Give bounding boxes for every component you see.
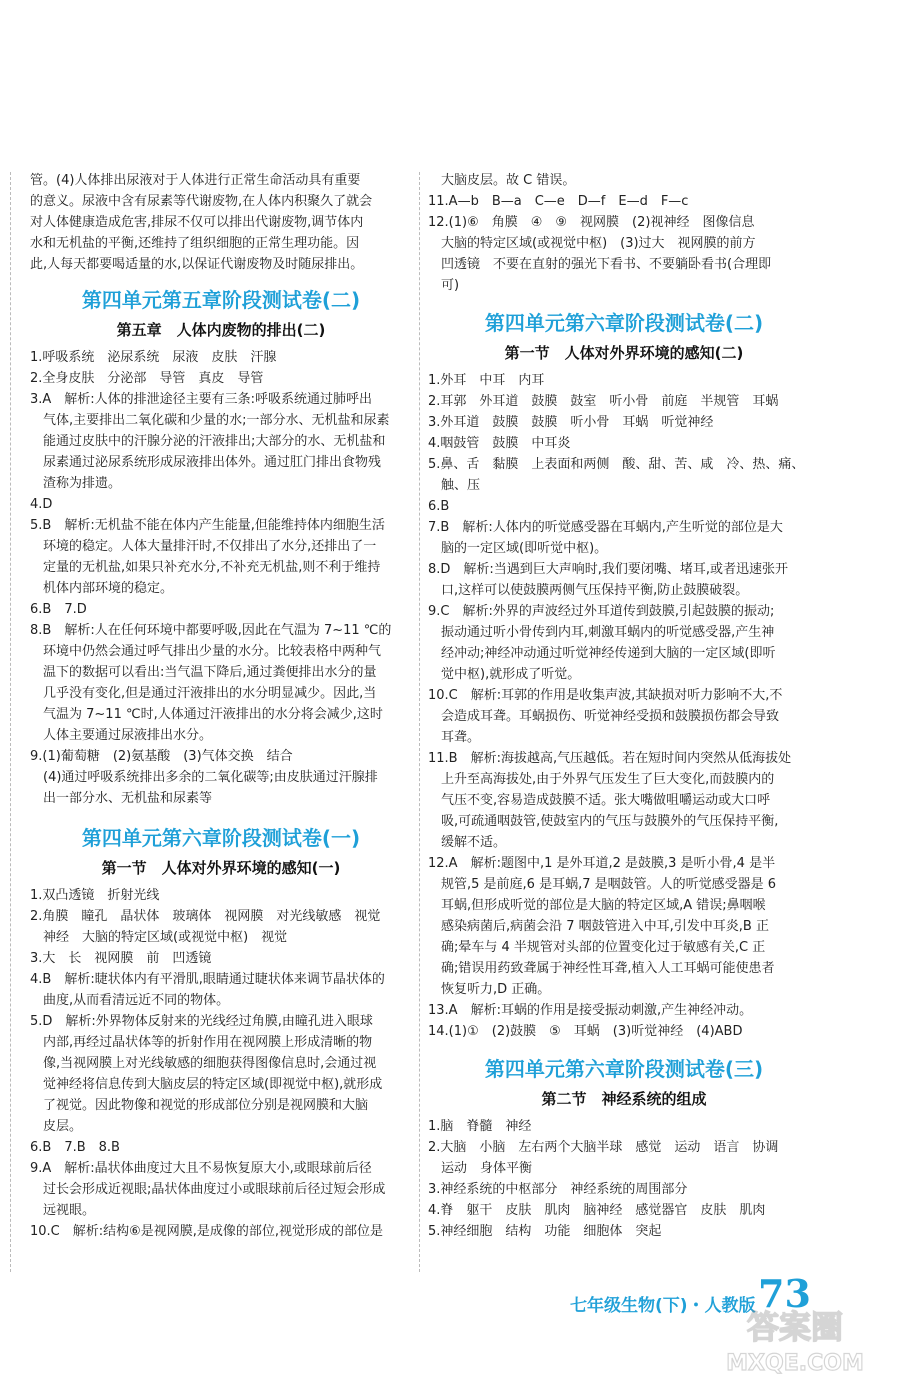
text-line: 12.(1)⑥ 角膜 ④ ⑨ 视网膜 (2)视神经 图像信息: [428, 215, 755, 230]
text-line: 确;错误用药致聋属于神经性耳聋,植入人工耳蜗可能使患者: [441, 961, 775, 976]
text-line: 尿素通过泌尿系统形成尿液排出体外。通过肛门排出食物残: [43, 455, 382, 470]
text-line: 14.(1)① (2)鼓膜 ⑤ 耳蜗 (3)听觉神经 (4)ABD: [428, 1024, 743, 1039]
watermark-logo: [700, 1300, 890, 1380]
chapter-title: 第二节 神经系统的组成: [541, 1090, 707, 1108]
text-line: 耳聋。: [441, 730, 481, 745]
text-line: 运动 身体平衡: [441, 1161, 533, 1176]
text-line: 6.B 7.D: [30, 602, 87, 617]
answer-list: [428, 1116, 820, 1242]
left-intro-block: [30, 170, 412, 275]
text-line: 皮层。: [43, 1119, 83, 1134]
text-line: 过长会形成近视眼;晶状体曲度过小或眼球前后径过短会形成: [43, 1182, 386, 1197]
text-line: 温下的数据可以看出:当气温下降后,通过粪便排出水分的量: [43, 665, 377, 680]
left-column: [30, 170, 412, 1242]
text-line: 气温为 7~11 ℃时,人体通过汗液排出的水分将会减少,这时: [43, 707, 383, 722]
text-line: 能通过皮肤中的汗腺分泌的汗液排出;大部分的水、无机盐和: [43, 434, 386, 449]
text-line: 经冲动;神经冲动通过听觉神经传递到大脑的一定区域(即听: [441, 646, 776, 661]
answer-list: [30, 347, 412, 809]
text-line: 凹透镜 不要在直射的强光下看书、不要躺卧看书(合理即: [441, 257, 772, 272]
text-line: 3.A 解析:人体的排泄途径主要有三条:呼吸系统通过肺呼出: [30, 392, 373, 407]
chapter-title: 第一节 人体对外界环境的感知(一): [101, 859, 341, 877]
text-line: 1.双凸透镜 折射光线: [30, 888, 160, 903]
text-line: 11.A—b B—a C—e D—f E—d F—c: [428, 194, 689, 209]
text-line: 此,人每天都要喝适量的水,以保证代谢废物及时随尿排出。: [30, 257, 364, 272]
text-line: 上升至高海拔处,由于外界气压发生了巨大变化,而鼓膜内的: [441, 772, 775, 787]
text-line: 像,当视网膜上对光线敏感的细胞获得图像信息时,会通过视: [43, 1056, 377, 1071]
right-column: [428, 170, 820, 1242]
text-line: 吸,可疏通咽鼓管,使鼓室内的气压与鼓膜外的气压保持平衡,: [441, 814, 779, 829]
text-line: 1.呼吸系统 泌尿系统 尿液 皮肤 汗腺: [30, 350, 277, 365]
chapter-title: 第一节 人体对外界环境的感知(二): [504, 344, 744, 362]
watermark-bottom: MXQE.COM: [726, 1351, 864, 1376]
text-line: 恢复听力,D 正确。: [441, 982, 551, 997]
section-title: 第四单元第五章阶段测试卷(二): [81, 288, 361, 312]
text-line: 水和无机盐的平衡,还维持了组织细胞的正常生理功能。因: [30, 236, 360, 251]
text-line: 2.全身皮肤 分泌部 导管 真皮 导管: [30, 371, 264, 386]
text-line: 几乎没有变化,但是通过汗液排出的水分明显减少。因此,当: [43, 686, 377, 701]
watermark-top: 答案圈: [746, 1308, 844, 1346]
text-line: 环境中仍然会通过呼气排出少量的水分。比较表格中两种气: [43, 644, 382, 659]
right-intro-block: [428, 170, 820, 296]
text-line: 9.(1)葡萄糖 (2)氨基酸 (3)气体交换 结合: [30, 749, 293, 764]
text-line: 觉中枢),就形成了听觉。: [441, 667, 581, 682]
text-line: 4.脊 躯干 皮肤 肌肉 脑神经 感觉器官 皮肤 肌肉: [428, 1203, 766, 1218]
text-line: 6.B 7.B 8.B: [30, 1140, 120, 1155]
section-title: 第四单元第六章阶段测试卷(三): [484, 1057, 764, 1081]
text-line: 渣称为排遗。: [43, 476, 122, 491]
answer-list: [428, 370, 820, 1042]
text-line: 10.C 解析:耳郭的作用是收集声波,其缺损对听力影响不大,不: [428, 688, 783, 703]
text-line: 2.大脑 小脑 左右两个大脑半球 感觉 运动 语言 协调: [428, 1140, 779, 1155]
text-line: 7.B 解析:人体内的听觉感受器在耳蜗内,产生听觉的部位是大: [428, 520, 783, 535]
text-line: 5.B 解析:无机盐不能在体内产生能量,但能维持体内细胞生活: [30, 518, 385, 533]
text-line: 会造成耳聋。耳蜗损伤、听觉神经受损和鼓膜损伤都会导致: [441, 709, 780, 724]
text-line: 11.B 解析:海拔越高,气压越低。若在短时间内突然从低海拔处: [428, 751, 792, 766]
text-line: (4)通过呼吸系统排出多余的二氧化碳等;由皮肤通过汗腺排: [43, 770, 378, 785]
text-line: 大脑的特定区域(或视觉中枢) (3)过大 视网膜的前方: [441, 236, 756, 251]
text-line: 可): [441, 278, 460, 293]
text-line: 9.A 解析:晶状体曲度过大且不易恢复原大小,或眼球前后径: [30, 1161, 372, 1176]
text-line: 对人体健康造成危害,排尿不仅可以排出代谢废物,调节体内: [30, 215, 364, 230]
text-line: 机体内部环境的稳定。: [43, 581, 174, 596]
text-line: 内部,再经过晶状体等的折射作用在视网膜上形成清晰的物: [43, 1035, 373, 1050]
text-line: 6.B: [428, 499, 450, 514]
text-line: 2.耳郭 外耳道 鼓膜 鼓室 听小骨 前庭 半规管 耳蜗: [428, 394, 779, 409]
text-line: 了视觉。因此物像和视觉的形成部位分别是视网膜和大脑: [43, 1098, 369, 1113]
text-line: 13.A 解析:耳蜗的作用是接受振动刺激,产生神经冲动。: [428, 1003, 753, 1018]
text-line: 触、压: [441, 478, 481, 493]
text-line: 8.D 解析:当遇到巨大声响时,我们要闭嘴、堵耳,或者迅速张开: [428, 562, 789, 577]
text-line: 气压不变,容易造成鼓膜不适。张大嘴做咀嚼运动或大口呼: [441, 793, 771, 808]
chapter-title: 第五章 人体内废物的排出(二): [116, 321, 326, 339]
text-line: 5.D 解析:外界物体反射来的光线经过角膜,由瞳孔进入眼球: [30, 1014, 373, 1029]
text-line: 4.咽鼓管 鼓膜 中耳炎: [428, 436, 571, 451]
text-line: 12.A 解析:题图中,1 是外耳道,2 是鼓膜,3 是听小骨,4 是半: [428, 856, 776, 871]
text-line: 神经 大脑的特定区域(或视觉中枢) 视觉: [43, 930, 288, 945]
text-line: 缓解不适。: [441, 835, 507, 850]
page-number: 73: [758, 1271, 811, 1316]
text-line: 曲度,从而看清远近不同的物体。: [43, 993, 230, 1008]
text-line: 1.外耳 中耳 内耳: [428, 373, 545, 388]
section-title: 第四单元第六章阶段测试卷(二): [484, 311, 764, 335]
text-line: 管。(4)人体排出尿液对于人体进行正常生命活动具有重要: [30, 173, 361, 188]
text-line: 规管,5 是前庭,6 是耳蜗,7 是咽鼓管。人的听觉感受器是 6: [441, 877, 777, 892]
text-line: 5.神经细胞 结构 功能 细胞体 突起: [428, 1224, 662, 1239]
text-line: 定量的无机盐,如果只补充水分,不补充无机盐,则不利于维持: [43, 560, 381, 575]
text-line: 大脑皮层。故 C 错误。: [441, 173, 576, 188]
text-line: 口,这样可以使鼓膜两侧气压保持平衡,防止鼓膜破裂。: [441, 583, 749, 598]
column-divider: [419, 172, 420, 1272]
text-line: 8.B 解析:人在任何环境中都要呼吸,因此在气温为 7~11 ℃的: [30, 623, 392, 638]
text-line: 3.大 长 视网膜 前 凹透镜: [30, 951, 212, 966]
text-line: 1.脑 脊髓 神经: [428, 1119, 532, 1134]
text-line: 耳蜗,但形成听觉的部位是大脑的特定区域,A 错误;鼻咽喉: [441, 898, 766, 913]
text-line: 3.神经系统的中枢部分 神经系统的周围部分: [428, 1182, 688, 1197]
text-line: 振动通过听小骨传到内耳,刺激耳蜗内的听觉感受器,产生神: [441, 625, 775, 640]
text-line: 4.B 解析:睫状体内有平滑肌,眼睛通过睫状体来调节晶状体的: [30, 972, 385, 987]
text-line: 出一部分水、无机盐和尿素等: [43, 791, 213, 806]
text-line: 4.D: [30, 497, 53, 512]
section-title: 第四单元第六章阶段测试卷(一): [81, 826, 361, 850]
text-line: 10.C 解析:结构⑥是视网膜,是成像的部位,视觉形成的部位是: [30, 1224, 384, 1239]
text-line: 9.C 解析:外界的声波经过外耳道传到鼓膜,引起鼓膜的振动;: [428, 604, 775, 619]
answer-list: [30, 885, 412, 1242]
text-line: 远视眼。: [43, 1203, 96, 1218]
text-line: 脑的一定区域(即听觉中枢)。: [441, 541, 608, 556]
left-margin-divider: [10, 172, 11, 1272]
text-line: 觉神经将信息传到大脑皮层的特定区域(即视觉中枢),就形成: [43, 1077, 383, 1092]
text-line: 人体主要通过尿液排出水分。: [43, 728, 213, 743]
text-line: 5.鼻、舌 黏膜 上表面和两侧 酸、甜、苦、咸 冷、热、痛、: [428, 457, 805, 472]
text-line: 3.外耳道 鼓膜 鼓膜 听小骨 耳蜗 听觉神经: [428, 415, 714, 430]
text-line: 确;晕车与 4 半规管对头部的位置变化过于敏感有关,C 正: [441, 940, 766, 955]
text-line: 2.角膜 瞳孔 晶状体 玻璃体 视网膜 对光线敏感 视觉: [30, 909, 381, 924]
text-line: 环境的稳定。人体大量排汗时,不仅排出了水分,还排出了一: [43, 539, 377, 554]
text-line: 气体,主要排出二氧化碳和少量的水;一部分水、无机盐和尿素: [43, 413, 390, 428]
book-title: 七年级生物(下)・人教版: [570, 1296, 756, 1316]
text-line: 感染病菌后,病菌会沿 7 咽鼓管进入中耳,引发中耳炎,B 正: [441, 919, 769, 934]
text-line: 的意义。尿液中含有尿素等代谢废物,在人体内积聚久了就会: [30, 194, 373, 209]
